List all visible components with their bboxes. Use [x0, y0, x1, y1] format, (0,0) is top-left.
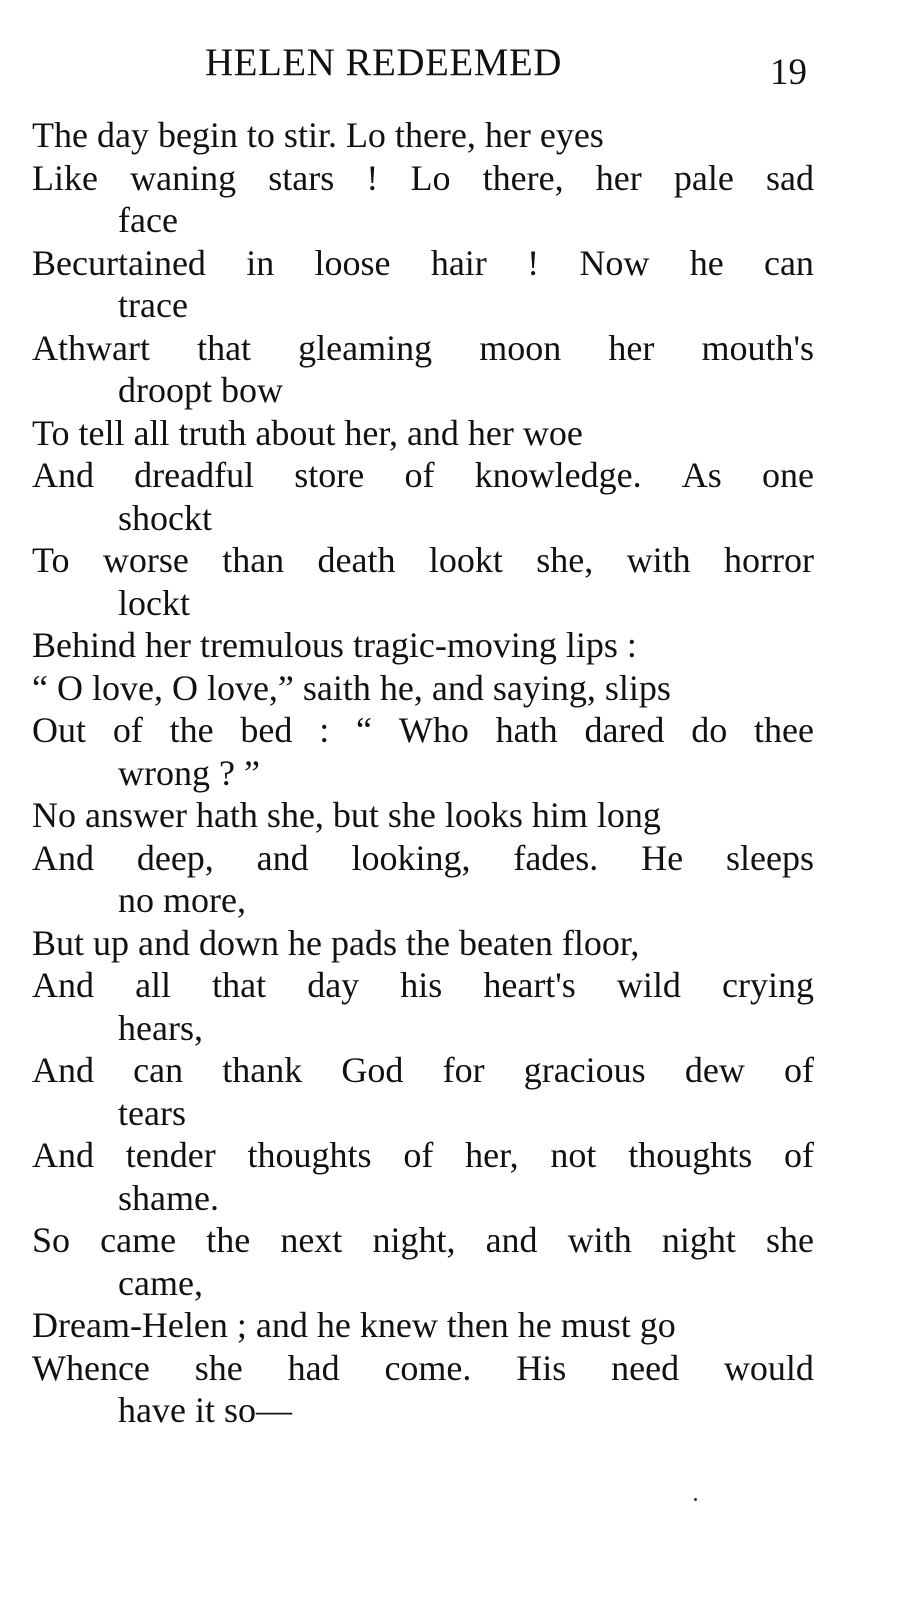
poem-line: Dream-Helen ; and he knew then he must go	[32, 1305, 676, 1345]
poem-word: heart's	[483, 965, 576, 1005]
poem-word: Out	[32, 710, 86, 750]
poem-word: And	[32, 965, 94, 1005]
poem-word: gracious	[523, 1050, 646, 1090]
poem-word: she,	[536, 540, 594, 580]
poem-word: And	[32, 837, 94, 878]
poem-word: To	[32, 540, 70, 580]
poem-word: her	[595, 157, 642, 198]
poem-word: he	[689, 242, 724, 283]
poem-line-continuation: face	[118, 200, 178, 240]
poem-word: night	[661, 1220, 736, 1260]
poem-word: And	[32, 455, 94, 495]
poem-line-continuation: shame.	[118, 1177, 219, 1218]
poem-line-continuation: came,	[118, 1262, 203, 1303]
poem-word: “	[356, 710, 373, 750]
poem-word: of	[784, 1135, 814, 1175]
poem-line-continuation: no more,	[118, 880, 246, 920]
poem-word: that	[212, 965, 267, 1005]
poem-word: Now	[579, 242, 650, 283]
poem-word: his	[400, 965, 443, 1005]
poem-line	[32, 709, 814, 752]
poem-line-continuation: have it so—	[118, 1390, 292, 1430]
poem-word: loose	[314, 242, 391, 283]
poem-word: worse	[102, 540, 189, 580]
poem-word: horror	[723, 540, 814, 580]
poem-word: thoughts	[628, 1135, 753, 1175]
poem-word: He	[641, 837, 684, 878]
poem-word: can	[133, 1050, 184, 1090]
poem-word: with	[626, 540, 691, 580]
poem-line: No answer hath she, but she looks him long	[32, 795, 661, 835]
poem-word: with	[567, 1220, 632, 1260]
poem-word: mouth's	[701, 327, 814, 368]
poem-line	[32, 1134, 814, 1177]
poem-word: one	[761, 455, 814, 495]
poem-word: gleaming	[298, 327, 433, 368]
poem-word: than	[222, 540, 285, 580]
poem-word: Athwart	[32, 327, 150, 368]
poem-word: deep,	[136, 837, 214, 878]
poem-word: hair	[430, 242, 487, 283]
poem-line	[32, 157, 814, 200]
poem-word: the	[169, 710, 214, 750]
poem-word: moon	[479, 327, 562, 368]
poem-line-continuation: wrong ? ”	[118, 752, 260, 793]
poem-word: all	[135, 965, 172, 1005]
poem-word: thank	[222, 1050, 303, 1090]
poem-line	[32, 454, 814, 497]
poem-word: bed	[240, 710, 293, 750]
poem-line	[32, 539, 814, 582]
poem-line-continuation: droopt bow	[118, 370, 283, 410]
poem-word: sad	[765, 157, 814, 198]
poem-line	[32, 964, 814, 1007]
poem-word: the	[206, 1220, 251, 1260]
poem-line: Behind her tremulous tragic-moving lips :	[32, 625, 637, 665]
poem-word: next	[280, 1220, 343, 1260]
poem-word: And	[32, 1050, 94, 1090]
poem-word: crying	[721, 965, 814, 1005]
running-head	[0, 38, 900, 93]
print-speck	[694, 1498, 697, 1501]
poem-word: sleeps	[725, 837, 814, 878]
poem-word: tender	[125, 1135, 216, 1175]
poem-word: Who	[398, 710, 469, 750]
poem-word: His	[516, 1347, 567, 1388]
poem-word: store	[294, 455, 365, 495]
poem-word: day	[307, 965, 360, 1005]
poem-line: “ O love, O love,” saith he, and saying, slips	[32, 667, 671, 708]
poem-word: she	[194, 1347, 243, 1388]
poem-word: not	[550, 1135, 597, 1175]
poem-word: of	[783, 1050, 814, 1090]
poem-line: The day begin to stir. Lo there, her eyes	[32, 115, 604, 155]
poem-line-continuation: hears,	[118, 1007, 203, 1048]
poem-word: would	[723, 1347, 814, 1388]
poem-word: knowledge.	[474, 455, 642, 495]
poem-line-continuation: trace	[118, 285, 188, 325]
poem-word: stars	[268, 157, 335, 198]
poem-line	[32, 242, 814, 285]
poem-word: waning	[130, 157, 237, 198]
poem-word: dared	[584, 710, 665, 750]
poem-word: that	[197, 327, 252, 368]
poem-line	[32, 1347, 814, 1390]
poem-line	[32, 837, 814, 880]
poem-word: of	[112, 710, 143, 750]
poem-word: hath	[495, 710, 558, 750]
poem-word: pale	[673, 157, 734, 198]
poem-word: and	[256, 837, 309, 878]
poem-word: night,	[372, 1220, 456, 1260]
poem-body	[32, 114, 814, 1432]
poem-word: :	[319, 710, 330, 750]
poem-word: she	[765, 1220, 814, 1260]
poem-word: Becurtained	[32, 242, 206, 283]
poem-word: and	[485, 1220, 538, 1260]
poem-word: And	[32, 1135, 94, 1175]
poem-line: But up and down he pads the beaten floor,	[32, 922, 640, 963]
poem-word: death	[317, 540, 396, 580]
poem-word: came	[100, 1220, 177, 1260]
poem-word: fades.	[513, 837, 599, 878]
poem-word: So	[32, 1220, 71, 1260]
poem-word: dew	[684, 1050, 745, 1090]
poem-word: thee	[754, 710, 814, 750]
poem-word: dreadful	[134, 455, 255, 495]
poem-line	[32, 327, 814, 370]
poem-word: Like	[32, 157, 98, 198]
poem-line	[32, 1049, 814, 1092]
poem-word: !	[366, 157, 379, 198]
poem-line-continuation: shockt	[118, 497, 212, 538]
poem-word: Whence	[32, 1347, 150, 1388]
poem-word: in	[246, 242, 275, 283]
running-title: HELEN REDEEMED	[205, 41, 562, 84]
poem-word: !	[527, 242, 540, 283]
poem-word: for	[442, 1050, 485, 1090]
poem-word: come.	[384, 1347, 472, 1388]
poem-line: To tell all truth about her, and her woe	[32, 412, 583, 453]
poem-word: looking,	[351, 837, 471, 878]
poem-word: Lo	[410, 157, 451, 198]
poem-word: As	[681, 455, 722, 495]
poem-line	[32, 1219, 814, 1262]
poem-word: her,	[465, 1135, 519, 1175]
poem-word: do	[691, 710, 728, 750]
poem-word: lookt	[428, 540, 503, 580]
poem-line-continuation: lockt	[118, 582, 190, 623]
poem-line-continuation: tears	[118, 1092, 186, 1133]
poem-word: had	[287, 1347, 340, 1388]
poem-word: thoughts	[247, 1135, 372, 1175]
poem-word: of	[404, 455, 435, 495]
poem-word: of	[403, 1135, 434, 1175]
poem-word: there,	[482, 157, 564, 198]
poem-word: can	[763, 242, 814, 283]
poem-word: her	[608, 327, 655, 368]
poem-word: wild	[616, 965, 681, 1005]
poem-word: need	[611, 1347, 680, 1388]
page-number: 19	[770, 52, 807, 93]
poem-word: God	[341, 1050, 404, 1090]
